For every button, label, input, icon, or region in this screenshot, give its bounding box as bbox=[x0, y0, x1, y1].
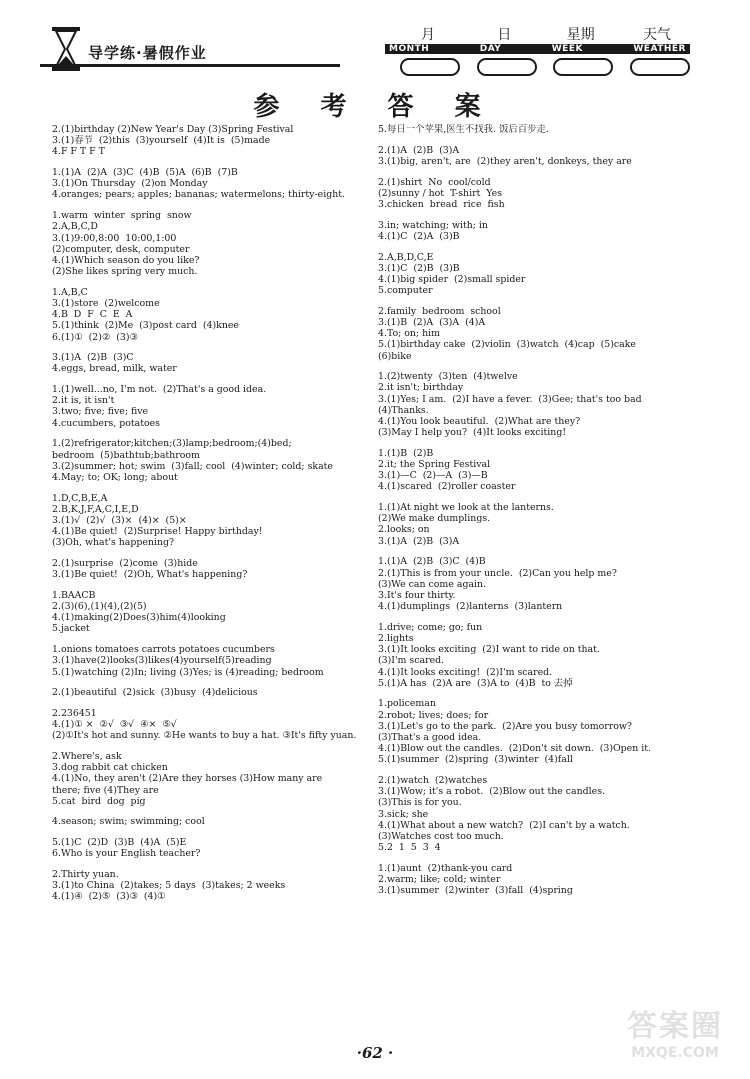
weather-box bbox=[630, 58, 690, 76]
answer-line: 5.cat bird dog pig bbox=[52, 795, 146, 807]
section-separator bbox=[378, 167, 698, 177]
answer-line: 4.(1)Which season do you like? bbox=[52, 254, 200, 266]
answer-line: bedroom (5)bathtub;bathroom bbox=[52, 449, 200, 461]
answer-line: 4.(1)You look beautiful. (2)What are they? bbox=[378, 415, 581, 427]
answer-line: 1.(1)B (2)B bbox=[378, 447, 434, 459]
answers-left-column bbox=[52, 124, 370, 903]
answer-line: 2.B,K,J,F,A,C,I,E,D bbox=[52, 503, 139, 515]
answer-line: 4.(1)④ (2)⑤ (3)③ (4)① bbox=[52, 891, 166, 903]
week-label: 星期 bbox=[566, 27, 595, 43]
answer-line: 1.(1)A (2)B (3)C (4)B bbox=[378, 556, 486, 568]
section-separator bbox=[378, 362, 698, 372]
answer-line: 6.(1)① (2)② (3)③ bbox=[52, 331, 138, 343]
answer-line: 2.warm; like; cold; winter bbox=[378, 874, 501, 885]
answer-line: 5.computer bbox=[378, 285, 433, 297]
section-separator bbox=[378, 689, 698, 699]
answer-line: 3.(1)big, aren't, are (2)they aren't, donkeys, they are bbox=[378, 155, 632, 167]
answer-line: 4.eggs, bread, milk, water bbox=[52, 363, 177, 375]
weather-label: 天气 bbox=[642, 27, 671, 43]
answer-line: 3.(1)It looks exciting (2)I want to ride on that. bbox=[378, 644, 600, 656]
answer-line: 3.(2)summer; hot; swim (3)fall; cool (4)winter; cold; skate bbox=[52, 460, 333, 472]
day-box bbox=[477, 58, 537, 76]
answer-line: 1.onions tomatoes carrots potatoes cucumbers bbox=[52, 644, 275, 656]
month-label: 月 bbox=[421, 27, 435, 43]
answer-line: 3.sick; she bbox=[378, 808, 429, 820]
answer-line: 3.(1)Let's go to the park. (2)Are you busy tomorrow? bbox=[378, 720, 632, 732]
answer-line: 3.(1)√ (2)√ (3)× (4)× (5)× bbox=[52, 514, 187, 526]
answer-line: (4)Thanks. bbox=[378, 404, 429, 416]
answer-line: (2)①It's hot and sunny. ②He wants to buy a hat. ③It's fifty yuan. bbox=[52, 730, 357, 742]
answer-line: (3)Watches cost too much. bbox=[378, 830, 504, 842]
answer-line: 4.(1)dumplings (2)lanterns (3)lantern bbox=[378, 601, 563, 613]
weather-bar-label: WEATHER bbox=[633, 44, 686, 54]
section-separator bbox=[378, 766, 698, 776]
answer-line: 2.(1)A (2)B (3)A bbox=[378, 144, 460, 156]
section-separator bbox=[378, 296, 698, 306]
answer-line: 4.To; on; him bbox=[378, 328, 440, 340]
answer-line: 4.(1)No, they aren't (2)Are they horses (3)How many are bbox=[52, 773, 323, 785]
answer-line: 4.(1)Blow out the candles. (2)Don't sit down. (3)Open it. bbox=[378, 743, 651, 755]
section-separator bbox=[52, 343, 370, 353]
week-bar-label: WEEK bbox=[551, 44, 583, 54]
section-separator bbox=[378, 135, 698, 145]
answer-line: 1.(1)At night we look at the lanterns. bbox=[378, 502, 554, 514]
answer-line: 1.BAACB bbox=[52, 589, 96, 601]
answer-line: 4.season; swim; swimming; cool bbox=[52, 816, 205, 828]
answer-line: 5.每日一个苹果,医生不找我. 饭后百步走. bbox=[378, 124, 549, 135]
page-title: 参 考 答 案 bbox=[253, 92, 497, 122]
section-separator bbox=[52, 277, 370, 287]
answer-line: 2.it; the Spring Festival bbox=[378, 459, 491, 470]
date-labels bbox=[390, 24, 695, 44]
watermark-logo-text: 答案圈 bbox=[627, 1009, 723, 1044]
answer-line: 3.(1)9:00,8:00 10:00,1:00 bbox=[52, 232, 177, 244]
day-bar-label: DAY bbox=[479, 44, 502, 54]
answer-line: 1.policeman bbox=[378, 698, 436, 710]
answer-line: 3.(1)Wow; it's a robot. (2)Blow out the candles. bbox=[378, 786, 606, 798]
answer-line: (6)bike bbox=[378, 350, 412, 362]
section-separator bbox=[52, 678, 370, 688]
answer-line: 5.jacket bbox=[52, 623, 90, 635]
answer-line: 3.(1)C (2)B (3)B bbox=[378, 262, 460, 274]
answer-line: (2)sunny / hot T-shirt Yes bbox=[378, 187, 503, 199]
answer-line: 2.it isn't; birthday bbox=[378, 382, 464, 394]
section-separator bbox=[52, 807, 370, 817]
section-separator bbox=[378, 242, 698, 252]
answer-line: 3.dog rabbit cat chicken bbox=[52, 762, 168, 774]
answer-line: 4.F F T F T bbox=[52, 146, 105, 158]
answer-line: 1.(1)A (2)A (3)C (4)B (5)A (6)B (7)B bbox=[52, 167, 238, 179]
answer-line: 2.Where's, ask bbox=[52, 750, 122, 762]
answer-line: 3.(1)B (2)A (3)A (4)A bbox=[378, 316, 486, 328]
watermark-logo-url: MXQE.COM bbox=[631, 1045, 719, 1061]
answer-line: (3)I'm scared. bbox=[378, 655, 445, 667]
answer-line: 2.it is, it isn't bbox=[52, 395, 115, 407]
answer-line: 3.(1)to China (2)takes; 5 days (3)takes; 2 weeks bbox=[52, 880, 286, 892]
answer-line: 3.in; watching; with; in bbox=[378, 219, 488, 231]
section-separator bbox=[378, 493, 698, 503]
answer-line: 3.(1)Be quiet! (2)Oh, What's happening? bbox=[52, 569, 248, 581]
answer-line: 3.It's four thirty. bbox=[378, 589, 456, 601]
answer-line: 2.Thirty yuan. bbox=[52, 868, 119, 880]
answer-line: 2.(1)birthday (2)New Year's Day (3)Spring Festival bbox=[52, 124, 294, 135]
answer-line: 3.(1)—C (2)—A (3)—B bbox=[378, 470, 488, 482]
answer-line: (2)We make dumplings. bbox=[378, 513, 491, 525]
answer-line: 4.May; to; OK; long; about bbox=[52, 471, 178, 483]
answer-line: 2.(1)shirt No cool/cold bbox=[378, 176, 491, 188]
section-separator bbox=[52, 635, 370, 645]
section-separator bbox=[52, 859, 370, 869]
answer-line: 2.236451 bbox=[52, 707, 97, 719]
watermark-logo bbox=[614, 1001, 736, 1071]
section-separator bbox=[52, 158, 370, 168]
answer-line: 1.warm winter spring snow bbox=[52, 210, 192, 222]
answer-line: 5.(1)A has (2)A are (3)A to (4)B to 去掉 bbox=[378, 677, 573, 689]
answer-line: 3.(1)A (2)B (3)C bbox=[52, 352, 134, 364]
answer-line: 2.(1)surprise (2)come (3)hide bbox=[52, 558, 198, 569]
page-header bbox=[0, 0, 750, 90]
answer-line: 4.(1)big spider (2)small spider bbox=[378, 273, 526, 285]
answer-line: 4.(1)What about a new watch? (2)I can't by a watch. bbox=[378, 819, 630, 831]
answer-line: 5.(1)summer (2)spring (3)winter (4)fall bbox=[378, 754, 573, 766]
answer-line: (3)Oh, what's happening? bbox=[52, 537, 175, 549]
answer-line: (3)This is for you. bbox=[378, 797, 462, 809]
answer-line: 5.(1)watching (2)In; living (3)Yes; is (4)reading; bedroom bbox=[52, 666, 324, 678]
section-separator bbox=[52, 201, 370, 211]
brand-title: 导学练·暑假作业 bbox=[88, 44, 207, 62]
answer-line: 3.(1)A (2)B (3)A bbox=[378, 535, 460, 547]
answer-line: 5.(1)think (2)Me (3)post card (4)knee bbox=[52, 320, 239, 332]
section-separator bbox=[52, 429, 370, 439]
answer-line: 5.(1)birthday cake (2)violin (3)watch (4)cap (5)cake bbox=[378, 339, 636, 351]
section-separator bbox=[52, 580, 370, 590]
answer-line: 4.(1)making(2)Does(3)him(4)looking bbox=[52, 612, 226, 624]
answer-line: 6.Who is your English teacher? bbox=[52, 848, 201, 860]
section-separator bbox=[52, 483, 370, 493]
answer-line: 2.A,B,C,D bbox=[52, 221, 98, 233]
answer-line: 3.(1)summer (2)winter (3)fall (4)spring bbox=[378, 885, 573, 897]
answer-line: 2.looks; on bbox=[378, 524, 430, 536]
section-separator bbox=[52, 549, 370, 559]
page-number: ·62 · bbox=[356, 1044, 394, 1062]
answer-line: 2.(1)This is from your uncle. (2)Can you help me? bbox=[378, 567, 617, 579]
answer-line: 3.(1)On Thursday (2)on Monday bbox=[52, 178, 208, 190]
answer-line: 4.(1)scared (2)roller coaster bbox=[378, 481, 516, 493]
answer-line: 1.(1)well...no, I'm not. (2)That's a good idea. bbox=[52, 384, 267, 396]
answer-line: (2)She likes spring very much. bbox=[52, 266, 198, 278]
section-separator bbox=[52, 698, 370, 708]
answer-line: 4.(1)① × ②√ ③√ ④× ⑤√ bbox=[52, 719, 177, 731]
answer-line: (3)That's a good idea. bbox=[378, 731, 482, 743]
day-label: 日 bbox=[497, 27, 512, 43]
answer-line: (2)computer, desk, computer bbox=[52, 243, 190, 255]
answer-line: 2.lights bbox=[378, 632, 414, 644]
answer-line: 5.(1)C (2)D (3)B (4)A (5)E bbox=[52, 837, 187, 849]
answer-line: 3.(1)春节 (2)this (3)yourself (4)It is (5)made bbox=[52, 135, 271, 147]
answer-line: 4.(1)C (2)A (3)B bbox=[378, 230, 460, 242]
section-separator bbox=[378, 547, 698, 557]
answer-line: 4.(1)Be quiet! (2)Surprise! Happy birthday! bbox=[52, 526, 263, 538]
month-bar-label: MONTH bbox=[389, 44, 430, 54]
answer-line: 2.family bedroom school bbox=[378, 305, 501, 317]
answer-line: 1.drive; come; go; fun bbox=[378, 621, 483, 633]
answer-line: 5.2 1 5 3 4 bbox=[378, 842, 441, 854]
answer-line: 2.(3)(6),(1)(4),(2)(5) bbox=[52, 601, 147, 613]
answer-line: 2.A,B,D,C,E bbox=[378, 251, 434, 263]
answer-line: (3)May I help you? (4)It looks exciting! bbox=[378, 427, 567, 439]
answer-line: 3.(1)Yes; I am. (2)I have a fever. (3)Gee; that's too bad bbox=[378, 393, 642, 405]
answer-line: 3.chicken bread rice fish bbox=[378, 198, 505, 210]
answer-line: 2.robot; lives; does; for bbox=[378, 709, 489, 721]
section-separator bbox=[378, 853, 698, 863]
answer-line: 3.(1)store (2)welcome bbox=[52, 297, 160, 309]
section-separator bbox=[52, 375, 370, 385]
answer-line: 2.(1)beautiful (2)sick (3)busy (4)delicious bbox=[52, 687, 258, 699]
month-box bbox=[400, 58, 460, 76]
answer-line: 4.(1)It looks exciting! (2)I'm scared. bbox=[378, 666, 553, 678]
answer-line: 1.(1)aunt (2)thank-you card bbox=[378, 862, 513, 874]
section-separator bbox=[378, 612, 698, 622]
section-separator bbox=[52, 741, 370, 751]
section-separator bbox=[52, 828, 370, 838]
answer-line: 3.(1)have(2)looks(3)likes(4)yourself(5)reading bbox=[52, 655, 272, 667]
answer-line: 4.B D F C E A bbox=[52, 309, 133, 321]
answer-line: there; five (4)They are bbox=[52, 784, 159, 796]
section-separator bbox=[378, 210, 698, 220]
week-box bbox=[553, 58, 613, 76]
answer-line: (3)We can come again. bbox=[378, 578, 487, 590]
brand-underline bbox=[40, 64, 340, 67]
answer-line: 2.(1)watch (2)watches bbox=[378, 775, 488, 786]
date-fill-boxes bbox=[400, 58, 690, 76]
date-bar bbox=[385, 44, 690, 54]
section-separator bbox=[378, 438, 698, 448]
answer-line: 4.oranges; pears; apples; bananas; watermelons; thirty-eight. bbox=[52, 189, 345, 201]
answer-line: 1.(2)refrigerator;kitchen;(3)lamp;bedroom;(4)bed; bbox=[52, 438, 292, 450]
answer-line: 1.D,C,B,E,A bbox=[52, 492, 108, 504]
answer-line: 1.(2)twenty (3)ten (4)twelve bbox=[378, 371, 518, 383]
answers-right-column bbox=[378, 124, 698, 896]
answer-line: 3.two; five; five; five bbox=[52, 406, 149, 418]
answer-line: 1.A,B,C bbox=[52, 286, 88, 298]
answer-line: 4.cucumbers, potatoes bbox=[52, 417, 160, 429]
